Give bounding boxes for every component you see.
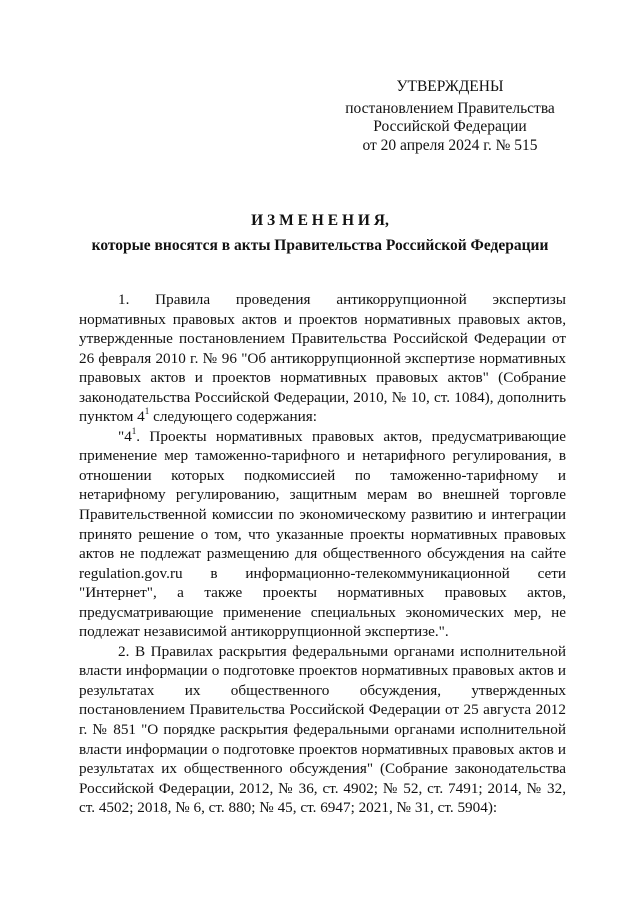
- approval-heading: УТВЕРЖДЕНЫ: [396, 78, 504, 95]
- paragraph-3: [79, 642, 566, 818]
- paragraph-2: [79, 427, 566, 642]
- approval-line-1: постановлением Правительства: [345, 100, 555, 117]
- paragraph-2-start: "4: [118, 427, 132, 445]
- document-subtitle: которые вносятся в акты Правительства Российской Федерации: [91, 237, 549, 254]
- paragraph-1-end: следующего содержания:: [149, 408, 317, 426]
- paragraph-1-superscript: 1: [144, 406, 150, 417]
- document-body: [79, 290, 566, 818]
- paragraph-1: [79, 290, 566, 427]
- paragraph-2-superscript: 1: [131, 425, 137, 436]
- paragraph-3-text: 2. В Правилах раскрытия федеральными органами исполнительной власти информации о подготовке проектов нормативных правовых актов и результатах их общественного обсуждения, утвержденных постановлением Правительства Российской Федерации от 25 августа 2012 г. № 851 "О порядке раскрытия федеральными органами исполнительной власти информации о подготовке проектов нормативных правовых актов и результатах их общественного обсуждения" (Собрание законодательства Российской Федерации, 2012, № 36, ст. 4902; № 52, ст. 7491; 2014, № 32, ст. 4502; 2018, № 6, ст. 880; № 45, ст. 6947; 2021, № 31, ст. 5904):: [79, 642, 566, 817]
- document-title: И З М Е Н Е Н И Я,: [251, 212, 389, 229]
- approval-line-3: от 20 апреля 2024 г. № 515: [362, 137, 538, 154]
- paragraph-1-text: 1. Правила проведения антикоррупционной экспертизы нормативных правовых актов и проектов нормативных правовых актов, утвержденные постановлением Правительства Российской Федерации от 26 февраля 2010 г. № 96 "Об антикоррупционной экспертизе нормативных правовых актов и проектов нормативных правовых актов" (Собрание законодательства Российской Федерации, 2010, № 10, ст. 1084), дополнить пунктом 4: [79, 291, 566, 426]
- approval-line-2: Российской Федерации: [373, 118, 527, 135]
- paragraph-2-text: . Проекты нормативных правовых актов, предусматривающие применение мер таможенно-тарифного и нетарифного регулирования, в отношении которых подкомиссией по таможенно-тарифному и нетарифному регулированию, защитным мерам во внешней торговле Правительственной комиссии по экономическому развитию и интеграции принято решение о том, что указанные проекты нормативных правовых актов не подлежат размещению для общественного обсуждения на сайте regulation.gov.ru в информационно-телекоммуникационной сети "Интернет", а также проекты нормативных правовых актов, предусматривающие применение специальных экономических мер, не подлежат независимой антикоррупционной экспертизе.".: [79, 427, 566, 641]
